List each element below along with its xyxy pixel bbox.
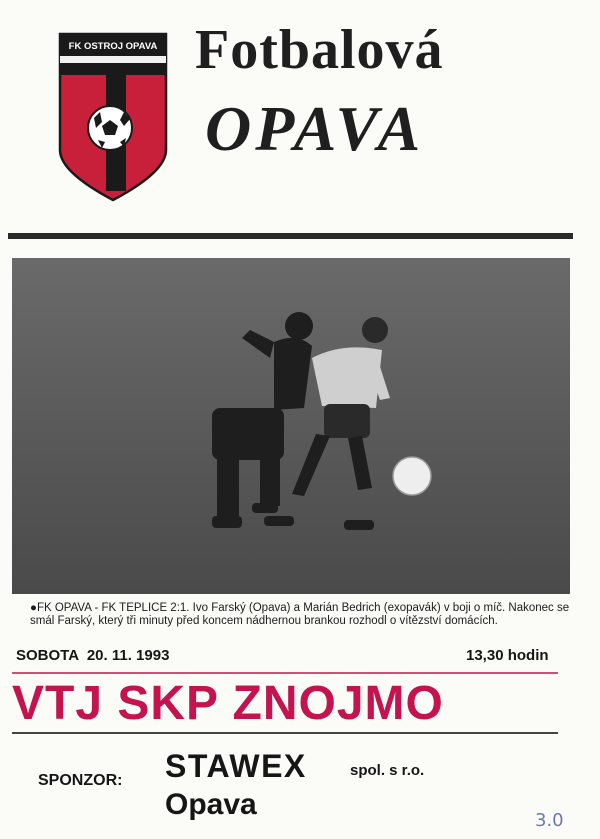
opponent-bottom-divider — [12, 732, 558, 734]
publication-title: Fotbalová — [195, 19, 444, 81]
publication-subtitle: OPAVA — [205, 93, 425, 164]
sponsor-company-suffix: spol. s r.o. — [350, 762, 425, 779]
match-date: SOBOTA 20. 11. 1993 — [16, 647, 170, 664]
match-time: 13,30 hodin — [466, 647, 549, 664]
sponsor-label: SPONZOR: — [38, 772, 123, 789]
opponent-top-divider — [12, 672, 558, 674]
match-photo — [12, 258, 570, 594]
sponsor-city: Opava — [165, 788, 257, 821]
crest-text: FK OSTROJ OPAVA — [68, 41, 158, 52]
photo-caption: ●FK OPAVA - FK TEPLICE 2:1. Ivo Farský (Opava) a Marián Bedrich (exopavák) v boji o míč. Nakonec se smál Farský, který tři minuty před koncem nádhernou brankou rozhodl o vítězství domácích. — [30, 602, 570, 627]
header-divider — [8, 233, 573, 239]
handwritten-note: 3.0 — [535, 810, 564, 831]
sponsor-name: STAWEX — [165, 748, 307, 784]
club-crest-logo — [58, 32, 168, 202]
opponent-team: VTJ SKP ZNOJMO — [12, 677, 444, 730]
bullet-icon: ● — [30, 602, 37, 614]
